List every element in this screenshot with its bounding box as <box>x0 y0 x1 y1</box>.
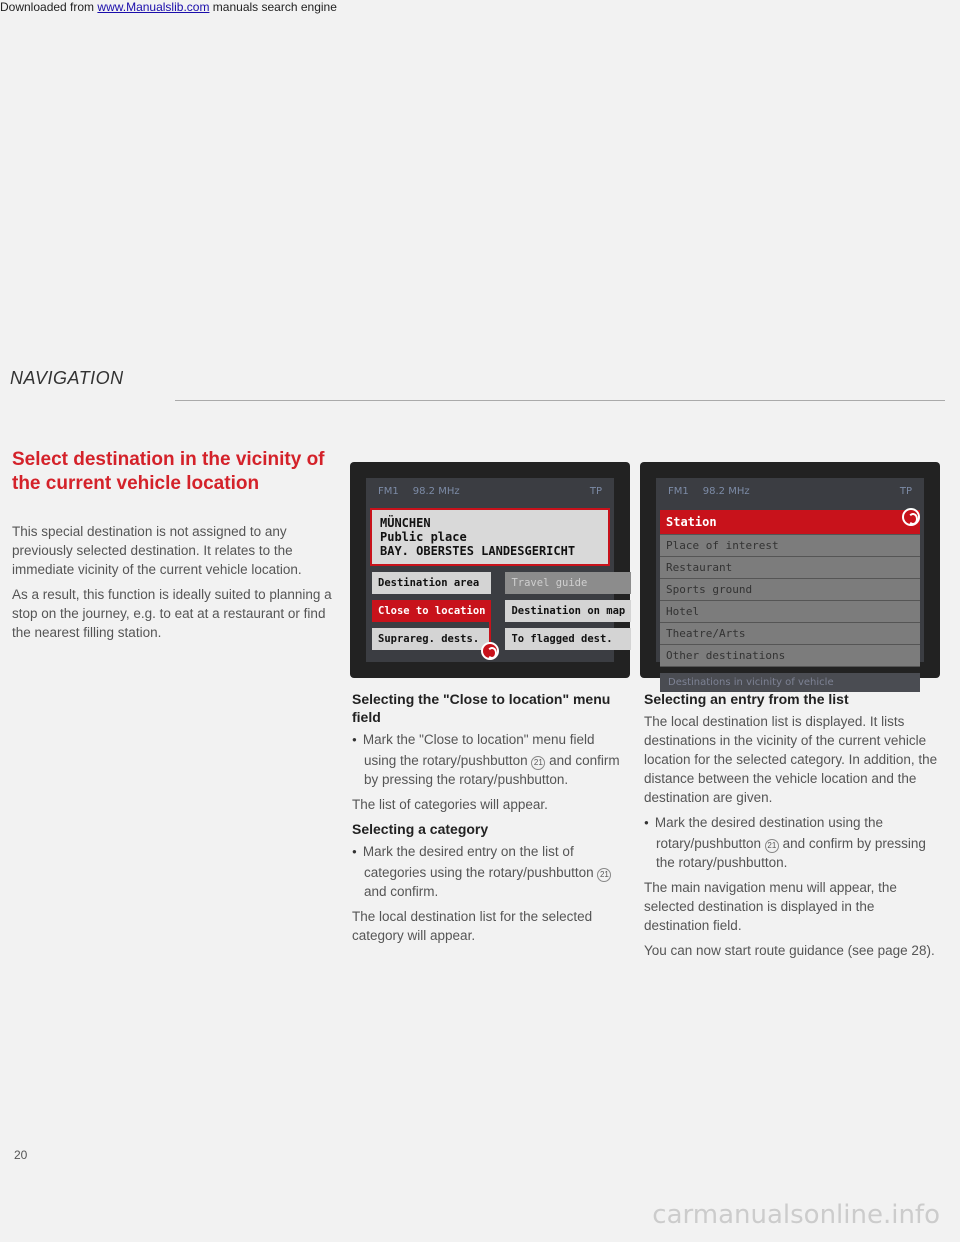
menu-close-to-location[interactable]: Close to location <box>372 600 491 622</box>
destination-field: MÜNCHEN Public place BAY. OBERSTES LANDESGERICHT <box>370 508 610 566</box>
menu-to-flagged-dest[interactable]: To flagged dest. <box>505 628 631 650</box>
paragraph: The list of categories will appear. <box>352 797 548 812</box>
instructions-column-3 <box>644 688 940 966</box>
list-item[interactable]: Theatre/Arts <box>660 623 920 645</box>
list-item[interactable]: Place of interest <box>660 535 920 557</box>
download-header: Downloaded from www.Manualslib.com manuals search engine <box>0 0 337 14</box>
list-item[interactable]: Sports ground <box>660 579 920 601</box>
paragraph: The main navigation menu will appear, the selected destination is displayed in the destination field. <box>644 880 897 933</box>
menu-destination-area[interactable]: Destination area <box>372 572 491 594</box>
subheading: Selecting the "Close to location" menu field <box>352 691 611 725</box>
page-number: 20 <box>14 1148 28 1162</box>
page-title: Select destination in the vicinity of the current vehicle location <box>12 449 325 494</box>
control-ref-icon: 21 <box>765 839 779 853</box>
list-item[interactable]: Other destinations <box>660 645 920 667</box>
footer-watermark: carmanualsonline.info <box>652 1200 940 1230</box>
rotary-knob-icon <box>481 642 499 660</box>
menu-destination-on-map[interactable]: Destination on map <box>505 600 631 622</box>
control-ref-icon: 21 <box>531 756 545 770</box>
control-ref-icon: 21 <box>597 868 611 882</box>
section-rule <box>175 400 945 401</box>
list-item[interactable]: Hotel <box>660 601 920 623</box>
bullet-step: ● Mark the desired destination using the rotary/pushbutton 21 and confirm by pressing the rotary/pushbutton. <box>644 813 940 872</box>
section-title: NAVIGATION <box>10 368 124 388</box>
rotary-knob-icon <box>902 508 920 526</box>
subheading: Selecting a category <box>352 821 489 837</box>
nav-screen-list <box>640 462 940 688</box>
nav-screen-menu <box>350 462 630 678</box>
category-list <box>660 510 920 667</box>
menu-travel-guide[interactable]: Travel guide <box>505 572 631 594</box>
status-bar: FM1 98.2 MHz TP <box>378 485 602 497</box>
subheading: Selecting an entry from the list <box>644 691 849 707</box>
intro-column <box>12 522 334 648</box>
list-footer: Destinations in vicinity of vehicle <box>660 673 920 692</box>
paragraph: You can now start route guidance (see page 28). <box>644 943 935 958</box>
menu-suprareg-dests[interactable]: Suprareg. dests. <box>372 628 491 650</box>
paragraph: The local destination list for the selected category will appear. <box>352 909 593 943</box>
bullet-step: ● Mark the "Close to location" menu field using the rotary/pushbutton 21 and confirm by pressing the rotary/pushbutton. <box>352 730 630 789</box>
list-item[interactable]: Station <box>660 510 920 535</box>
instructions-column-2 <box>352 688 630 951</box>
paragraph: The local destination list is displayed. It lists destinations in the vicinity of the current vehicle location for the selected category. In addition, the distance between the vehicle location and the destination are given. <box>644 714 938 805</box>
bullet-step: ● Mark the desired entry on the list of categories using the rotary/pushbutton 21 and confirm. <box>352 842 630 901</box>
status-bar: FM1 98.2 MHz TP <box>668 485 912 497</box>
manualslib-link[interactable]: www.Manualslib.com <box>97 0 210 14</box>
intro-paragraph: As a result, this function is ideally suited to planning a stop on the journey, e.g. to eat at a restaurant or find the nearest filling station. <box>12 587 332 640</box>
list-item[interactable]: Restaurant <box>660 557 920 579</box>
intro-paragraph: This special destination is not assigned to any previously selected destination. It relates to the immediate vicinity of the current vehicle location. <box>12 524 302 577</box>
